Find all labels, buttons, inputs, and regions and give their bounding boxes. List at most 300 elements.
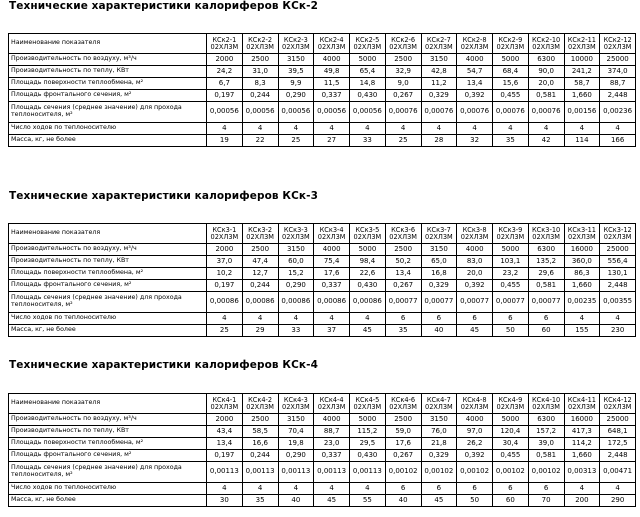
table-cell: 83,0 [457,256,493,268]
table-cell: 0,00077 [385,292,421,313]
table-cell: 32,9 [385,66,421,78]
model-code: КСк2-12 [603,35,632,44]
table-cell: 360,0 [564,256,600,268]
table-cell: 97,0 [457,426,493,438]
model-header [207,394,243,414]
table-cell: 2000 [207,414,243,426]
table-cell: 2500 [242,54,278,66]
table-cell: 4 [242,123,278,135]
model-header [242,224,278,244]
model-header [385,34,421,54]
model-code: КСк2-6 [391,35,416,44]
model-code: КСк3-11 [567,225,596,234]
table-cell: 16,8 [421,268,457,280]
model-code: КСк4-2 [248,395,273,404]
table-cell: 50 [493,325,529,337]
table-cell: 4000 [314,54,350,66]
table-cell: 5000 [350,414,386,426]
table-cell: 3150 [278,414,314,426]
table-cell: 30 [207,495,243,507]
table-cell: 16,6 [242,438,278,450]
table-row [9,462,636,483]
table-cell: 0,00102 [528,462,564,483]
table-cell: 35 [385,325,421,337]
table-cell: 0,329 [421,90,457,102]
table-cell: 43,4 [207,426,243,438]
table-cell: 50 [457,495,493,507]
model-variant: 02ХЛ3М [460,42,489,51]
table-cell: 4000 [314,244,350,256]
table-cell: 115,2 [350,426,386,438]
table-row [9,123,636,135]
model-variant: 02ХЛ3М [389,42,417,51]
table-cell: 3150 [421,414,457,426]
table-cell: 4 [385,123,421,135]
table-cell: 23,0 [314,438,350,450]
model-variant: 02ХЛ3М [389,232,417,241]
table-row [9,325,636,337]
table-cell: 0,455 [493,280,529,292]
table-cell: 20,0 [528,78,564,90]
table-cell: 0,00076 [528,102,564,123]
table-cell: 0,430 [350,450,386,462]
model-code: КСк2-3 [283,35,308,44]
table-cell: 4 [242,313,278,325]
model-variant: 02ХЛ3М [603,402,632,411]
model-header [457,34,493,54]
table-cell: 19,8 [278,438,314,450]
model-header [528,34,564,54]
table-cell: 40 [278,495,314,507]
table-cell: 0,290 [278,280,314,292]
table-cell: 29 [242,325,278,337]
table-cell: 37,0 [207,256,243,268]
row-label: Число ходов по теплоносителю [9,313,207,325]
table-cell: 120,4 [493,426,529,438]
row-label: Число ходов по теплоносителю [9,123,207,135]
model-variant: 02ХЛ3М [246,232,274,241]
table-cell: 33 [350,135,386,147]
model-variant: 02ХЛ3М [282,232,310,241]
model-code: КСк2-7 [426,35,451,44]
table-cell: 12,7 [242,268,278,280]
table-cell: 0,00076 [457,102,493,123]
table-cell: 0,197 [207,450,243,462]
table-cell: 0,00113 [314,462,350,483]
table-cell: 2500 [385,54,421,66]
table-cell: 4 [528,123,564,135]
model-code: КСк2-11 [567,35,596,44]
table-cell: 40 [421,325,457,337]
table-cell: 49,8 [314,66,350,78]
table-cell: 2500 [385,244,421,256]
table-cell: 25 [207,325,243,337]
model-variant: 02ХЛ3М [532,42,560,51]
table-cell: 6300 [528,414,564,426]
model-variant: 02ХЛ3М [532,232,560,241]
table-cell: 6 [421,313,457,325]
table-cell: 33 [278,325,314,337]
table-cell: 374,0 [600,66,636,78]
model-header [278,224,314,244]
table-cell: 65,4 [350,66,386,78]
table-cell: 45 [314,495,350,507]
table-cell: 39,0 [528,438,564,450]
table-cell: 5000 [493,54,529,66]
table-cell: 2,448 [600,450,636,462]
model-header [493,224,529,244]
table-cell: 22,6 [350,268,386,280]
table-row [9,495,636,507]
model-variant: 02ХЛ3М [353,232,382,241]
table-cell: 88,7 [600,78,636,90]
table-cell: 60 [528,325,564,337]
model-code: КСк4-1 [212,395,237,404]
table-cell: 0,430 [350,90,386,102]
table-cell: 0,197 [207,280,243,292]
table-cell: 20,0 [457,268,493,280]
model-code: КСк2-2 [248,35,273,44]
table-cell: 2,448 [600,280,636,292]
table-cell: 0,00235 [564,292,600,313]
table-cell: 98,4 [350,256,386,268]
spec-section-ksk3 [8,190,636,350]
spec-section-ksk2 [8,0,636,160]
table-cell: 88,7 [314,426,350,438]
table-cell: 90,0 [528,66,564,78]
table-cell: 6 [385,483,421,495]
table-cell: 0,00076 [493,102,529,123]
table-cell: 37 [314,325,350,337]
model-code: КСк2-1 [212,35,237,44]
table-cell: 0,00102 [493,462,529,483]
table-cell: 0,430 [350,280,386,292]
table-cell: 0,267 [385,280,421,292]
model-variant: 02ХЛ3М [603,42,632,51]
table-cell: 1,660 [564,90,600,102]
table-cell: 4 [493,123,529,135]
spec-table [8,33,636,147]
model-variant: 02ХЛ3М [210,402,239,411]
model-variant: 02ХЛ3М [246,402,274,411]
model-variant: 02ХЛ3М [425,402,453,411]
model-header [600,224,636,244]
row-label: Производительность по воздуху, м³/ч [9,54,207,66]
table-cell: 70 [528,495,564,507]
model-variant: 02ХЛ3М [532,402,560,411]
table-cell: 135,2 [528,256,564,268]
table-cell: 3150 [278,54,314,66]
table-row [9,483,636,495]
row-label: Производительность по теплу, КВт [9,256,207,268]
table-cell: 4 [421,123,457,135]
table-cell: 0,329 [421,450,457,462]
table-cell: 0,290 [278,450,314,462]
table-cell: 50,2 [385,256,421,268]
row-label: Производительность по теплу, КВт [9,426,207,438]
table-cell: 0,337 [314,450,350,462]
row-label: Производительность по теплу, КВт [9,66,207,78]
model-header [600,34,636,54]
model-variant: 02ХЛ3М [496,402,525,411]
table-cell: 4 [564,123,600,135]
table-cell: 28 [421,135,457,147]
table-row [9,313,636,325]
table-cell: 290 [600,495,636,507]
table-cell: 6 [457,483,493,495]
model-header [493,394,529,414]
table-cell: 6 [493,483,529,495]
table-cell: 0,00056 [314,102,350,123]
table-row [9,102,636,123]
table-cell: 25 [385,135,421,147]
table-cell: 6 [528,483,564,495]
table-cell: 0,581 [528,280,564,292]
table-cell: 13,4 [457,78,493,90]
table-cell: 648,1 [600,426,636,438]
table-cell: 29,5 [350,438,386,450]
table-cell: 75,4 [314,256,350,268]
model-header [564,34,600,54]
row-label: Площадь сечения (среднее значение) для прохода теплоносителя, м² [9,292,207,313]
model-code: КСк4-12 [603,395,632,404]
row-label: Площадь фронтального сечения, м² [9,280,207,292]
model-variant: 02ХЛ3М [568,402,596,411]
model-variant: 02ХЛ3М [317,232,346,241]
table-cell: 4 [207,483,243,495]
table-cell: 230 [600,325,636,337]
table-cell: 4 [314,123,350,135]
table-cell: 157,2 [528,426,564,438]
table-cell: 23,2 [493,268,529,280]
table-cell: 4 [278,483,314,495]
table-cell: 2500 [242,414,278,426]
model-code: КСк4-4 [319,395,344,404]
table-cell: 4 [350,313,386,325]
table-cell: 4000 [314,414,350,426]
model-variant: 02ХЛ3М [496,232,525,241]
table-cell: 35 [242,495,278,507]
table-cell: 0,581 [528,450,564,462]
table-cell: 4 [600,123,636,135]
header-label: Наименование показателя [9,224,207,244]
table-row [9,280,636,292]
model-header [350,394,386,414]
table-cell: 3150 [421,244,457,256]
model-code: КСк2-4 [319,35,344,44]
table-cell: 6 [421,483,457,495]
spec-section-ksk4 [8,359,636,517]
table-cell: 26,2 [457,438,493,450]
model-variant: 02ХЛ3М [282,402,310,411]
model-header [314,34,350,54]
model-variant: 02ХЛ3М [317,42,346,51]
table-cell: 556,4 [600,256,636,268]
table-cell: 2,448 [600,90,636,102]
model-code: КСк4-9 [498,395,523,404]
table-cell: 4 [278,123,314,135]
table-cell: 1,660 [564,280,600,292]
model-header [564,224,600,244]
table-cell: 5000 [493,414,529,426]
table-cell: 3150 [421,54,457,66]
table-cell: 5000 [493,244,529,256]
table-cell: 65,0 [421,256,457,268]
table-cell: 15,2 [278,268,314,280]
table-cell: 0,329 [421,280,457,292]
table-header-row [9,34,636,54]
section-title: Технические характеристики калориферов КСк-4 [9,359,318,371]
table-row [9,450,636,462]
table-cell: 6300 [528,54,564,66]
table-cell: 40 [385,495,421,507]
model-variant: 02ХЛ3М [317,402,346,411]
table-cell: 4 [350,483,386,495]
table-cell: 2500 [242,244,278,256]
model-variant: 02ХЛ3М [568,42,596,51]
table-cell: 0,00056 [242,102,278,123]
table-cell: 4 [314,313,350,325]
table-header-row [9,394,636,414]
table-cell: 4 [207,123,243,135]
table-cell: 13,4 [385,268,421,280]
model-code: КСк3-5 [355,225,380,234]
model-code: КСк3-2 [248,225,273,234]
table-cell: 4 [350,123,386,135]
table-cell: 0,267 [385,90,421,102]
table-cell: 4000 [457,414,493,426]
table-cell: 4 [314,483,350,495]
table-cell: 0,00077 [493,292,529,313]
table-cell: 0,455 [493,90,529,102]
table-cell: 0,00355 [600,292,636,313]
table-cell: 76,0 [421,426,457,438]
table-cell: 39,5 [278,66,314,78]
model-header [207,224,243,244]
model-code: КСк2-9 [498,35,523,44]
model-header [314,394,350,414]
model-header [278,34,314,54]
model-code: КСк3-10 [532,225,561,234]
table-cell: 45 [421,495,457,507]
table-row [9,244,636,256]
table-cell: 130,1 [600,268,636,280]
table-cell: 0,00086 [350,292,386,313]
model-variant: 02ХЛ3М [389,402,417,411]
table-cell: 60,0 [278,256,314,268]
table-row [9,268,636,280]
model-header [207,34,243,54]
table-row [9,256,636,268]
table-cell: 1,660 [564,450,600,462]
table-cell: 4000 [457,54,493,66]
model-header [564,394,600,414]
model-code: КСк4-5 [355,395,380,404]
table-cell: 0,392 [457,90,493,102]
table-row [9,78,636,90]
table-cell: 0,455 [493,450,529,462]
model-header [457,394,493,414]
table-cell: 5000 [350,244,386,256]
table-cell: 14,8 [350,78,386,90]
table-cell: 0,00077 [528,292,564,313]
table-cell: 0,392 [457,280,493,292]
row-label: Масса, кг, не более [9,495,207,507]
table-cell: 32 [457,135,493,147]
table-cell: 22 [242,135,278,147]
table-cell: 31,0 [242,66,278,78]
model-code: КСк2-5 [355,35,380,44]
table-cell: 0,00077 [421,292,457,313]
model-header [350,34,386,54]
table-cell: 0,00113 [242,462,278,483]
table-row [9,426,636,438]
table-cell: 25000 [600,414,636,426]
table-cell: 86,3 [564,268,600,280]
row-label: Площадь поверхности теплообмена, м² [9,268,207,280]
table-cell: 0,00056 [278,102,314,123]
table-cell: 30,4 [493,438,529,450]
header-label: Наименование показателя [9,34,207,54]
table-cell: 0,581 [528,90,564,102]
table-cell: 6,7 [207,78,243,90]
table-cell: 0,337 [314,90,350,102]
table-cell: 35 [493,135,529,147]
table-cell: 68,4 [493,66,529,78]
table-cell: 4 [600,313,636,325]
model-code: КСк4-3 [283,395,308,404]
table-cell: 10000 [564,54,600,66]
model-header [421,34,457,54]
model-variant: 02ХЛ3М [353,42,382,51]
table-cell: 0,00086 [242,292,278,313]
model-variant: 02ХЛ3М [353,402,382,411]
table-cell: 0,00113 [278,462,314,483]
table-cell: 0,197 [207,90,243,102]
table-cell: 27 [314,135,350,147]
table-cell: 4 [278,313,314,325]
table-row [9,292,636,313]
table-header-row [9,224,636,244]
table-cell: 17,6 [385,438,421,450]
table-cell: 6300 [528,244,564,256]
table-cell: 4 [600,483,636,495]
table-cell: 5000 [350,54,386,66]
table-cell: 8,3 [242,78,278,90]
model-code: КСк3-4 [319,225,344,234]
table-cell: 25 [278,135,314,147]
table-cell: 4 [564,313,600,325]
table-cell: 417,3 [564,426,600,438]
table-cell: 0,00102 [457,462,493,483]
model-variant: 02ХЛ3М [425,42,453,51]
table-cell: 0,244 [242,280,278,292]
table-cell: 2000 [207,54,243,66]
model-header [493,34,529,54]
model-header [421,394,457,414]
model-variant: 02ХЛ3М [460,402,489,411]
table-cell: 47,4 [242,256,278,268]
row-label: Число ходов по теплоносителю [9,483,207,495]
table-cell: 200 [564,495,600,507]
table-cell: 114 [564,135,600,147]
table-cell: 6 [528,313,564,325]
table-cell: 4 [457,123,493,135]
model-code: КСк3-9 [498,225,523,234]
table-cell: 155 [564,325,600,337]
row-label: Площадь поверхности теплообмена, м² [9,78,207,90]
table-cell: 0,00471 [600,462,636,483]
